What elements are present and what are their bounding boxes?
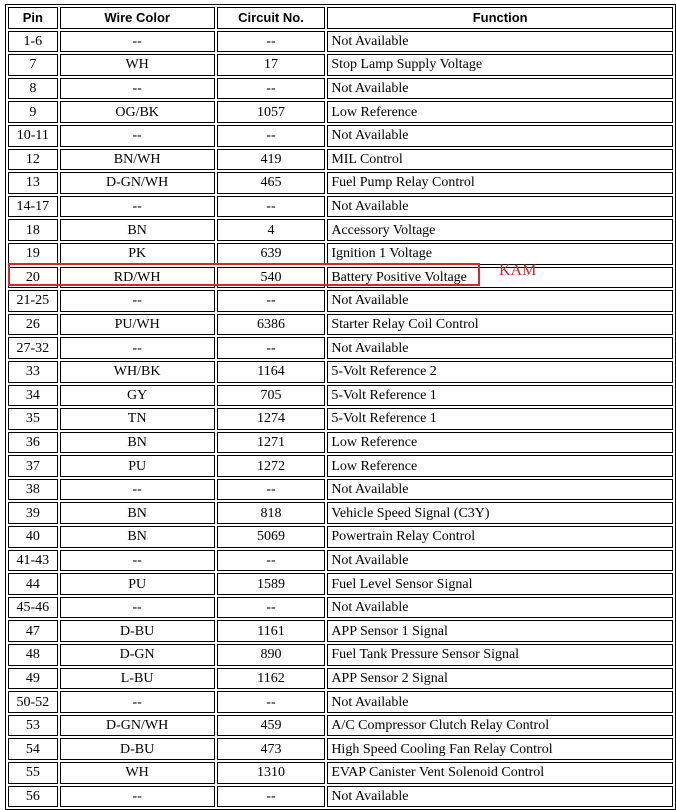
table-row	[8, 219, 673, 241]
table-row	[8, 314, 673, 336]
cell-circuit-no: 1310	[217, 762, 326, 784]
table-row	[8, 786, 673, 808]
cell-pin: 9	[8, 101, 58, 123]
cell-function: Not Available	[327, 78, 673, 100]
table-row	[8, 290, 673, 312]
table-row	[8, 78, 673, 100]
cell-circuit-no: 1274	[217, 408, 326, 430]
cell-function: Low Reference	[327, 455, 673, 477]
cell-wire-color: WH	[60, 54, 215, 76]
cell-function: 5-Volt Reference 1	[327, 408, 673, 430]
cell-pin: 1-6	[8, 31, 58, 53]
cell-pin: 20	[8, 267, 58, 289]
table-row	[8, 54, 673, 76]
cell-pin: 56	[8, 786, 58, 808]
cell-function: Powertrain Relay Control	[327, 526, 673, 548]
cell-wire-color: OG/BK	[60, 101, 215, 123]
cell-circuit-no: 540	[217, 267, 326, 289]
cell-circuit-no: 1272	[217, 455, 326, 477]
cell-wire-color: BN	[60, 219, 215, 241]
cell-pin: 36	[8, 432, 58, 454]
cell-wire-color: RD/WH	[60, 267, 215, 289]
cell-wire-color: --	[60, 550, 215, 572]
cell-circuit-no: 1161	[217, 620, 326, 642]
cell-function: Low Reference	[327, 101, 673, 123]
cell-pin: 44	[8, 573, 58, 595]
cell-wire-color: BN/WH	[60, 149, 215, 171]
cell-circuit-no: 1164	[217, 361, 326, 383]
cell-function: Not Available	[327, 125, 673, 147]
table-row	[8, 31, 673, 53]
cell-circuit-no: 639	[217, 243, 326, 265]
table-row	[8, 125, 673, 147]
header-function: Function	[327, 7, 673, 29]
table-row	[8, 455, 673, 477]
cell-pin: 49	[8, 668, 58, 690]
cell-function: A/C Compressor Clutch Relay Control	[327, 715, 673, 737]
cell-pin: 45-46	[8, 597, 58, 619]
cell-pin: 12	[8, 149, 58, 171]
cell-pin: 37	[8, 455, 58, 477]
cell-circuit-no: --	[217, 337, 326, 359]
cell-circuit-no: 6386	[217, 314, 326, 336]
cell-pin: 8	[8, 78, 58, 100]
cell-function: 5-Volt Reference 1	[327, 385, 673, 407]
table-row	[8, 550, 673, 572]
cell-wire-color: GY	[60, 385, 215, 407]
cell-circuit-no: 1162	[217, 668, 326, 690]
cell-pin: 10-11	[8, 125, 58, 147]
cell-function: Not Available	[327, 479, 673, 501]
cell-wire-color: BN	[60, 526, 215, 548]
cell-circuit-no: --	[217, 786, 326, 808]
cell-function: 5-Volt Reference 2	[327, 361, 673, 383]
cell-function: Starter Relay Coil Control	[327, 314, 673, 336]
cell-wire-color: PU	[60, 573, 215, 595]
cell-pin: 54	[8, 738, 58, 760]
cell-pin: 33	[8, 361, 58, 383]
cell-function: Not Available	[327, 31, 673, 53]
table-row	[8, 644, 673, 666]
table-row	[8, 526, 673, 548]
cell-function: Fuel Tank Pressure Sensor Signal	[327, 644, 673, 666]
cell-pin: 7	[8, 54, 58, 76]
cell-circuit-no: --	[217, 196, 326, 218]
header-circuit-no: Circuit No.	[217, 7, 326, 29]
cell-wire-color: D-BU	[60, 620, 215, 642]
table-row	[8, 620, 673, 642]
table-row	[8, 715, 673, 737]
pinout-table	[5, 4, 676, 810]
cell-circuit-no: --	[217, 597, 326, 619]
cell-wire-color: WH/BK	[60, 361, 215, 383]
cell-circuit-no: 473	[217, 738, 326, 760]
table-row	[8, 361, 673, 383]
cell-function: Not Available	[327, 196, 673, 218]
cell-function: MIL Control	[327, 149, 673, 171]
cell-circuit-no: --	[217, 78, 326, 100]
table-row	[8, 196, 673, 218]
cell-function: Not Available	[327, 290, 673, 312]
cell-pin: 26	[8, 314, 58, 336]
cell-circuit-no: 4	[217, 219, 326, 241]
table-row	[8, 172, 673, 194]
cell-circuit-no: 1057	[217, 101, 326, 123]
cell-function: APP Sensor 1 Signal	[327, 620, 673, 642]
cell-pin: 50-52	[8, 691, 58, 713]
cell-pin: 14-17	[8, 196, 58, 218]
table-row	[8, 408, 673, 430]
cell-wire-color: TN	[60, 408, 215, 430]
table-row	[8, 668, 673, 690]
cell-wire-color: D-BU	[60, 738, 215, 760]
cell-wire-color: BN	[60, 432, 215, 454]
kam-annotation: KAM	[499, 262, 537, 279]
cell-function: Not Available	[327, 337, 673, 359]
cell-wire-color: --	[60, 597, 215, 619]
cell-pin: 35	[8, 408, 58, 430]
cell-function: Fuel Level Sensor Signal	[327, 573, 673, 595]
cell-circuit-no: 17	[217, 54, 326, 76]
cell-circuit-no: 459	[217, 715, 326, 737]
cell-circuit-no: 1271	[217, 432, 326, 454]
cell-pin: 40	[8, 526, 58, 548]
cell-function: Not Available	[327, 786, 673, 808]
cell-function: High Speed Cooling Fan Relay Control	[327, 738, 673, 760]
cell-pin: 19	[8, 243, 58, 265]
table-row	[8, 243, 673, 265]
cell-wire-color: L-BU	[60, 668, 215, 690]
cell-circuit-no: 705	[217, 385, 326, 407]
cell-wire-color: --	[60, 479, 215, 501]
cell-wire-color: --	[60, 31, 215, 53]
cell-pin: 21-25	[8, 290, 58, 312]
table-row	[8, 738, 673, 760]
cell-wire-color: PK	[60, 243, 215, 265]
cell-circuit-no: --	[217, 550, 326, 572]
cell-pin: 27-32	[8, 337, 58, 359]
table-row	[8, 502, 673, 524]
cell-wire-color: --	[60, 78, 215, 100]
table-row	[8, 597, 673, 619]
cell-circuit-no: --	[217, 31, 326, 53]
cell-function: EVAP Canister Vent Solenoid Control	[327, 762, 673, 784]
table-row	[8, 573, 673, 595]
table-row	[8, 691, 673, 713]
cell-pin: 41-43	[8, 550, 58, 572]
cell-pin: 39	[8, 502, 58, 524]
cell-circuit-no: 465	[217, 172, 326, 194]
cell-pin: 13	[8, 172, 58, 194]
cell-wire-color: --	[60, 691, 215, 713]
cell-function: Fuel Pump Relay Control	[327, 172, 673, 194]
table-row	[8, 479, 673, 501]
cell-pin: 55	[8, 762, 58, 784]
table-row	[8, 267, 673, 289]
cell-pin: 18	[8, 219, 58, 241]
cell-wire-color: PU/WH	[60, 314, 215, 336]
cell-function: Ignition 1 Voltage	[327, 243, 673, 265]
cell-wire-color: D-GN/WH	[60, 172, 215, 194]
cell-function: Low Reference	[327, 432, 673, 454]
cell-circuit-no: --	[217, 691, 326, 713]
cell-wire-color: --	[60, 786, 215, 808]
table-row	[8, 101, 673, 123]
cell-circuit-no: 5069	[217, 526, 326, 548]
cell-function: Vehicle Speed Signal (C3Y)	[327, 502, 673, 524]
cell-pin: 48	[8, 644, 58, 666]
cell-function: Not Available	[327, 550, 673, 572]
cell-wire-color: WH	[60, 762, 215, 784]
cell-function: APP Sensor 2 Signal	[327, 668, 673, 690]
cell-circuit-no: 890	[217, 644, 326, 666]
cell-circuit-no: 818	[217, 502, 326, 524]
table-row	[8, 337, 673, 359]
cell-function: Battery Positive Voltage	[327, 267, 673, 289]
cell-wire-color: --	[60, 196, 215, 218]
cell-pin: 47	[8, 620, 58, 642]
cell-wire-color: D-GN/WH	[60, 715, 215, 737]
header-row	[8, 7, 673, 29]
cell-circuit-no: 419	[217, 149, 326, 171]
cell-circuit-no: --	[217, 290, 326, 312]
cell-wire-color: --	[60, 337, 215, 359]
cell-wire-color: D-GN	[60, 644, 215, 666]
header-wire-color: Wire Color	[60, 7, 215, 29]
cell-function: Stop Lamp Supply Voltage	[327, 54, 673, 76]
table-row	[8, 385, 673, 407]
cell-wire-color: BN	[60, 502, 215, 524]
header-pin: Pin	[8, 7, 58, 29]
cell-pin: 53	[8, 715, 58, 737]
table-row	[8, 432, 673, 454]
cell-pin: 38	[8, 479, 58, 501]
table-row	[8, 149, 673, 171]
cell-circuit-no: --	[217, 125, 326, 147]
cell-function: Accessory Voltage	[327, 219, 673, 241]
pinout-table-container	[5, 4, 676, 810]
cell-wire-color: PU	[60, 455, 215, 477]
cell-pin: 34	[8, 385, 58, 407]
cell-circuit-no: --	[217, 479, 326, 501]
table-row	[8, 762, 673, 784]
cell-wire-color: --	[60, 125, 215, 147]
cell-function: Not Available	[327, 691, 673, 713]
cell-function: Not Available	[327, 597, 673, 619]
cell-wire-color: --	[60, 290, 215, 312]
cell-circuit-no: 1589	[217, 573, 326, 595]
